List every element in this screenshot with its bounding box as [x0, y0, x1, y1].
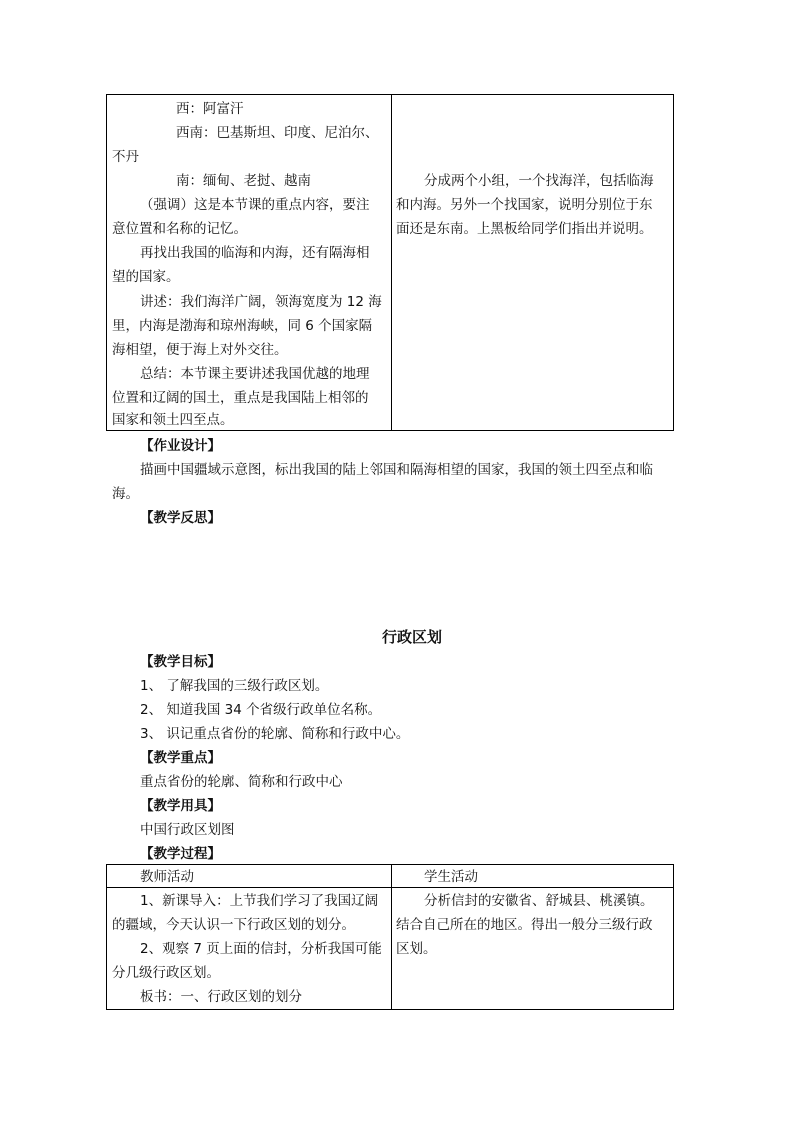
table1-left-line: 海相望，便于海上对外交往。 — [112, 342, 288, 358]
table2-right-line: 分析信封的安徽省、舒城县、桃溪镇。 — [424, 893, 654, 909]
table2-left-line: 分几级行政区划。 — [112, 965, 220, 981]
homework-text: 海。 — [112, 486, 139, 502]
table1-left-line: 西：阿富汗 — [176, 101, 244, 117]
focus-heading: 【教学重点】 — [140, 750, 221, 766]
tools-heading: 【教学用具】 — [140, 798, 221, 814]
table1-right-line: 分成两个小组，一个找海洋，包括临海 — [424, 173, 654, 189]
reflection-heading: 【教学反思】 — [140, 510, 221, 526]
table2-right-line: 结合自己所在的地区。得出一般分三级行政 — [396, 917, 653, 933]
process-heading: 【教学过程】 — [140, 846, 221, 862]
table1-right-line: 面还是东南。上黑板给同学们指出并说明。 — [396, 221, 653, 237]
table1-left-line: 位置和辽阔的国土，重点是我国陆上相邻的 — [112, 390, 369, 406]
table1-left-line: 南：缅甸、老挝、越南 — [176, 173, 311, 189]
table-header-divider — [107, 887, 673, 888]
table2-header-student: 学生活动 — [424, 869, 478, 885]
table2-left-line: 的疆域，今天认识一下行政区划的划分。 — [112, 917, 355, 933]
table-divider — [391, 95, 392, 430]
homework-heading: 【作业设计】 — [140, 438, 221, 454]
tools-text: 中国行政区划图 — [140, 822, 235, 838]
goal-item: 3、 识记重点省份的轮廓、简称和行政中心。 — [140, 726, 410, 742]
section-title: 行政区划 — [382, 628, 443, 646]
table2-left-line: 板书：一、行政区划的划分 — [140, 989, 302, 1005]
focus-text: 重点省份的轮廓、简称和行政中心 — [140, 774, 343, 790]
table2-right-line: 区划。 — [396, 941, 437, 957]
table2-left-line: 1、新课导入：上节我们学习了我国辽阔 — [140, 893, 379, 909]
table1-left-line: （强调）这是本节课的重点内容，要注 — [140, 197, 370, 213]
table1-left-line: 不丹 — [112, 149, 139, 165]
goal-item: 1、 了解我国的三级行政区划。 — [140, 678, 329, 694]
table1-left-line: 意位置和名称的记忆。 — [112, 221, 247, 237]
table1-left-line: 再找出我国的临海和内海，还有隔海相 — [140, 245, 370, 261]
table1-left-line: 望的国家。 — [112, 269, 180, 285]
table1-left-line: 国家和领土四至点。 — [112, 412, 234, 428]
table1-left-line: 里，内海是渤海和琼州海峡，同 6 个国家隔 — [112, 318, 373, 334]
goal-item: 2、 知道我国 34 个省级行政单位名称。 — [140, 702, 382, 718]
table2-left-line: 2、观察 7 页上面的信封，分析我国可能 — [140, 941, 382, 957]
homework-text: 描画中国疆域示意图，标出我国的陆上邻国和隔海相望的国家，我国的领土四至点和临 — [140, 462, 653, 478]
table1-left-line: 讲述：我们海洋广阔，领海宽度为 12 海 — [140, 294, 382, 310]
table2-header-teacher: 教师活动 — [140, 869, 194, 885]
table1-right-line: 和内海。另外一个找国家，说明分别位于东 — [396, 197, 653, 213]
table1-left-line: 总结：本节课主要讲述我国优越的地理 — [140, 366, 370, 382]
table1-left-line: 西南：巴基斯坦、印度、尼泊尔、 — [176, 125, 379, 141]
goals-heading: 【教学目标】 — [140, 654, 221, 670]
